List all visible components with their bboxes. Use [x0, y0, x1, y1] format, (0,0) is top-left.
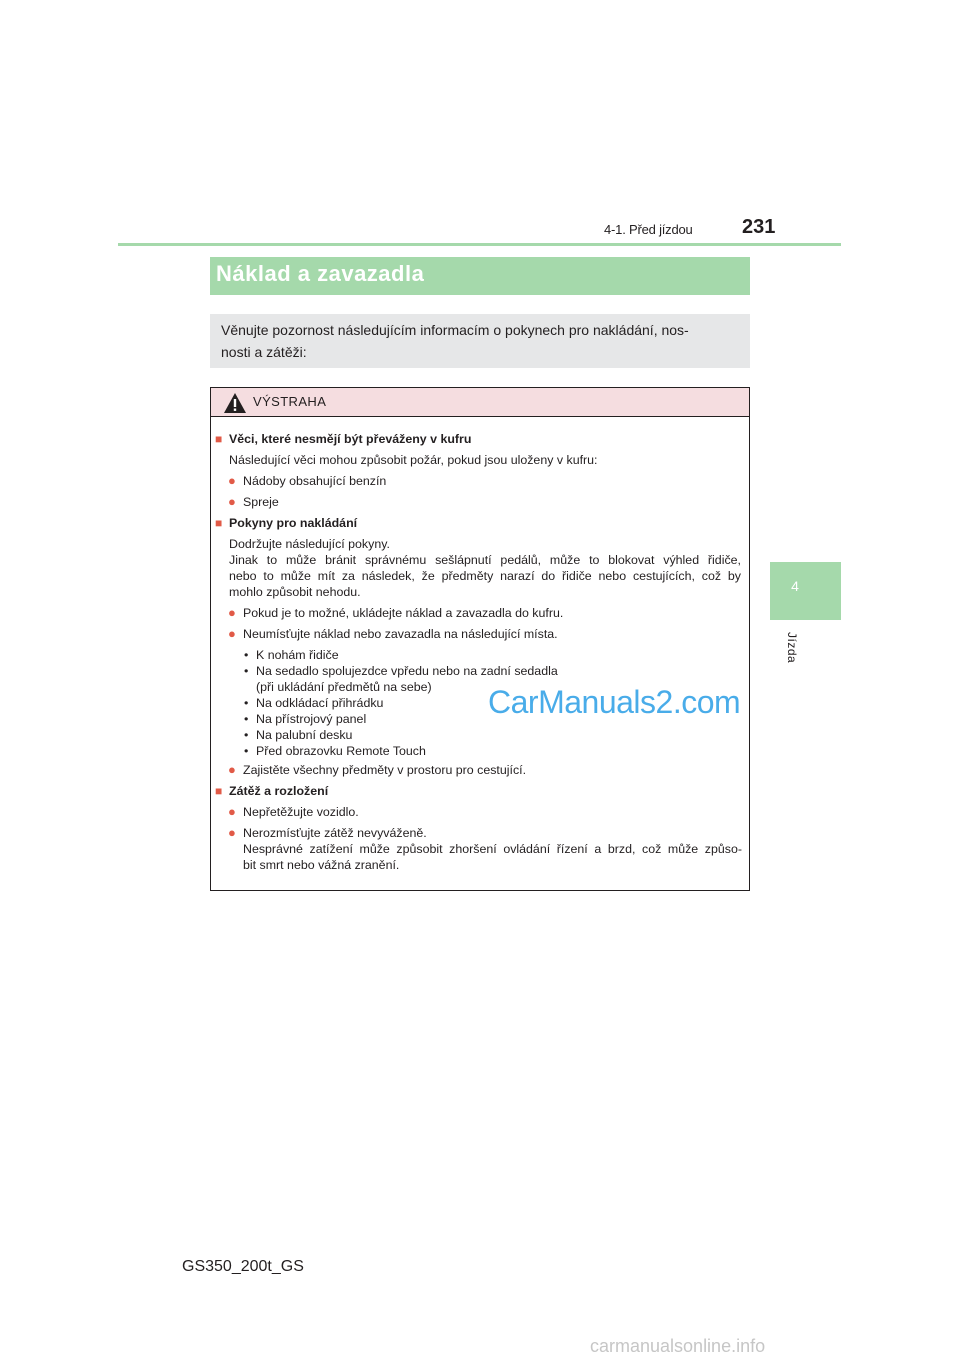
list-item-continuation: bit smrt nebo vážná zranění.: [243, 858, 400, 872]
chapter-label: Jízda: [785, 632, 799, 664]
circle-bullet-icon: ●: [228, 825, 236, 840]
sub-item: Na palubní desku: [256, 728, 353, 742]
section-heading: Věci, které nesmějí být převáženy v kufru: [229, 432, 472, 446]
list-item: Spreje: [243, 495, 279, 509]
circle-bullet-icon: ●: [228, 494, 236, 509]
section-text: Následující věci mohou způsobit požár, pokud jsou uloženy v kufru:: [229, 453, 598, 467]
section-text-line: Dodržujte následující pokyny.: [229, 537, 390, 551]
square-bullet-icon: ■: [215, 432, 223, 446]
section-text-line: mohlo způsobit nehodu.: [229, 585, 361, 599]
list-item-continuation: Nesprávné zatížení může způsobit zhoršení ovládání řízení a brzd, což může způso-: [243, 842, 742, 856]
list-item: Nepřetěžujte vozidlo.: [243, 805, 359, 819]
warning-label: VÝSTRAHA: [253, 394, 327, 409]
page-title: Náklad a zavazadla: [216, 261, 425, 286]
chapter-number: 4: [791, 578, 799, 594]
circle-bullet-icon: ●: [228, 762, 236, 777]
sub-item-continuation: (při ukládání předmětů na sebe): [256, 680, 432, 694]
intro-text: Věnujte pozornost následujícím informacím o pokynech pro nakládání, nos- nosti a zátěži:: [221, 322, 689, 360]
square-bullet-icon: ■: [215, 516, 223, 530]
sub-item: Na přístrojový panel: [256, 712, 367, 726]
square-bullet-icon: ■: [215, 784, 223, 798]
sub-item: K nohám řidiče: [256, 648, 339, 662]
warning-triangle-icon: [223, 392, 247, 414]
list-item: Nádoby obsahující benzín: [243, 474, 387, 488]
section-text-line: nebo to může mít za následek, že předměty narazí do řidiče nebo cestujících, což by: [229, 569, 741, 583]
sub-bullet: •: [244, 728, 249, 742]
header-section: 4-1. Před jízdou: [604, 222, 693, 237]
watermark-bottom: carmanualsonline.info: [590, 1336, 766, 1356]
circle-bullet-icon: ●: [228, 605, 236, 620]
page-number: 231: [742, 216, 776, 238]
circle-bullet-icon: ●: [228, 804, 236, 819]
sub-bullet: •: [244, 744, 249, 758]
section-text-line: Jinak to může bránit správnému sešlápnutí pedálů, může to blokovat výhled řidiče,: [229, 553, 741, 567]
sub-bullet: •: [244, 696, 249, 710]
sub-bullet: •: [244, 648, 249, 662]
list-item: Zajistěte všechny předměty v prostoru pro cestující.: [243, 763, 527, 777]
section-heading: Pokyny pro nakládání: [229, 516, 358, 530]
sub-bullet: •: [244, 712, 249, 726]
circle-bullet-icon: ●: [228, 473, 236, 488]
sub-item: Na odkládací přihrádku: [256, 696, 384, 710]
sub-bullet: •: [244, 664, 249, 678]
list-item: Nerozmísťujte zátěž nevyváženě.: [243, 826, 427, 840]
circle-bullet-icon: ●: [228, 626, 236, 641]
header-rule: [118, 243, 841, 246]
footer-model: GS350_200t_GS: [182, 1258, 304, 1275]
sub-item: Na sedadlo spolujezdce vpředu nebo na zadní sedadla: [256, 664, 558, 678]
sub-item: Před obrazovku Remote Touch: [256, 744, 426, 758]
watermark: CarManuals2.com: [488, 684, 741, 720]
list-item: Neumísťujte náklad nebo zavazadla na následující místa.: [243, 627, 558, 641]
list-item: Pokud je to možné, ukládejte náklad a zavazadla do kufru.: [243, 606, 564, 620]
section-heading: Zátěž a rozložení: [229, 784, 329, 798]
